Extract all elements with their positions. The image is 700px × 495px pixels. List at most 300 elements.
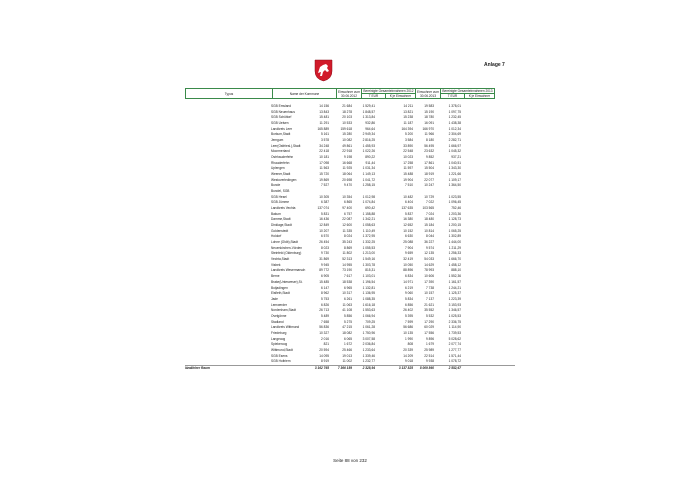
eur2013-cell: 1 739,53 <box>448 330 461 335</box>
ew2013-cell: 5 395 <box>405 313 413 318</box>
ew2012-cell: 13 843 <box>319 109 329 114</box>
teur2012-cell: 6 965 <box>344 285 352 290</box>
teur2012-cell: 10 533 <box>342 121 352 126</box>
ew2013-cell: 14 971 <box>403 279 413 284</box>
eur2012-cell: 1 213,00 <box>362 251 375 256</box>
ew2012-cell: 22 418 <box>319 149 329 154</box>
teur2013-cell: 25 989 <box>424 347 434 352</box>
teur2013-cell: 7 137 <box>426 296 434 301</box>
eur2013-cell: 1 078,72 <box>448 359 461 364</box>
appendix-label: Anlage 7 <box>484 62 505 68</box>
teur2012-cell: 15 280 <box>342 132 352 137</box>
ew2013-cell: 3 137 825 <box>398 365 413 370</box>
ew2013-cell: 3 584 <box>405 138 413 143</box>
teur2012-cell: 18 082 <box>342 330 352 335</box>
eur2013-cell: 1 097,75 <box>448 109 461 114</box>
teur2012-cell: 20 698 <box>342 177 352 182</box>
eur2013-cell: 1 378,01 <box>448 104 461 108</box>
ew2012-cell: 11 563 <box>319 166 329 171</box>
header-eur-per-capita-2013: € je Einwohner <box>465 94 495 99</box>
name-cell: Landkreis Leer <box>271 126 293 131</box>
teur2012-cell: 1 672 <box>344 342 352 347</box>
table-header <box>185 88 495 99</box>
ew2012-cell: 3 162 765 <box>314 365 329 370</box>
ew2013-cell: 19 904 <box>403 177 413 182</box>
eur2013-cell: 1 438,38 <box>448 121 461 126</box>
header-teur-2012: T EUR <box>362 94 386 99</box>
eur2012-cell: 964,64 <box>365 126 375 131</box>
eur2013-cell: 888,10 <box>451 268 461 273</box>
ew2012-cell: 12 849 <box>319 223 329 228</box>
eur2013-cell: 1 666,70 <box>448 257 461 262</box>
name-cell: SGB Schüttorf <box>271 115 292 120</box>
eur2012-cell: 1 132,81 <box>362 285 375 290</box>
teur2012-cell: 20 103 <box>342 115 352 120</box>
name-cell: Lohne (Oldb),Stadt <box>271 240 298 245</box>
name-cell: SGB Hesel <box>271 194 287 199</box>
ew2013-cell: 9 018 <box>405 359 413 364</box>
eur2013-cell: 1 666,97 <box>448 143 461 148</box>
teur2012-cell: 49 861 <box>342 143 352 148</box>
header-group-2013: Bereinigte Gesamteinnahmen 2013 <box>442 89 493 93</box>
eur2012-cell: 1 750,96 <box>362 330 375 335</box>
eur2013-cell: 1 552,36 <box>448 274 461 279</box>
eur2013-cell: 1 125,37 <box>448 291 461 296</box>
teur2013-cell: 17 556 <box>424 330 434 335</box>
name-cell: Rhauderfehn <box>271 160 290 165</box>
eur2012-cell: 709,25 <box>365 319 375 324</box>
eur2013-cell: 1 045,32 <box>448 149 461 154</box>
teur2013-cell: 10 247 <box>424 183 434 188</box>
eur2013-cell: 1 458,12 <box>448 262 461 267</box>
teur2013-cell: 15 184 <box>424 223 434 228</box>
name-cell: SGB Uelsen <box>271 121 289 126</box>
teur2013-cell: 7 024 <box>426 211 434 216</box>
name-cell: Langeoog <box>271 336 286 341</box>
name-cell: Landkreis Vechta <box>271 206 296 211</box>
ew2012-cell: 821 <box>323 342 329 347</box>
teur2013-cell: 14 629 <box>424 262 434 267</box>
eur2013-cell: 1 128,73 <box>448 217 461 222</box>
teur2013-cell: 5 532 <box>426 313 434 318</box>
teur2013-cell: 16 091 <box>424 121 434 126</box>
eur2012-cell: 1 022,26 <box>362 149 375 154</box>
teur2012-cell: 159 618 <box>340 126 352 131</box>
ew2013-cell: 10 135 <box>403 330 413 335</box>
ew2012-cell: 8 023 <box>321 245 329 250</box>
ew2013-cell: 7 510 <box>405 183 413 188</box>
ew2013-cell: 22 548 <box>403 149 413 154</box>
eur2013-cell: 937,21 <box>451 155 461 160</box>
teur2012-cell: 9 198 <box>344 155 352 160</box>
ew2012-cell: 26 454 <box>319 240 329 245</box>
ew2013-cell: 10 152 <box>403 228 413 233</box>
ew2012-cell: 20 594 <box>319 347 329 352</box>
name-cell: Steinfeld (Oldenburg) <box>271 251 302 256</box>
teur2012-cell: 5 275 <box>344 319 352 324</box>
eur2013-cell: 5 028,62 <box>448 336 461 341</box>
name-cell: Vechta,Stadt <box>271 257 290 262</box>
teur2013-cell: 11 966 <box>424 132 434 137</box>
eur2012-cell: 1 372,95 <box>362 234 375 239</box>
ew2012-cell: 14 095 <box>319 353 329 358</box>
eur2012-cell: 2 036,84 <box>362 342 375 347</box>
ew2012-cell: 8 919 <box>321 359 329 364</box>
name-cell: Stadland <box>271 319 284 324</box>
eur2013-cell: 1 571,44 <box>448 353 461 358</box>
teur2013-cell: 35 552 <box>424 308 434 313</box>
name-cell: Nordenham,Stadt <box>271 308 296 313</box>
teur2013-cell: 18 919 <box>424 172 434 177</box>
ew2013-cell: 25 088 <box>403 240 413 245</box>
teur2013-cell: 36 227 <box>424 240 434 245</box>
ew2013-cell: 6 219 <box>405 285 413 290</box>
ew2013-cell: 20 339 <box>403 347 413 352</box>
teur2013-cell: 9 574 <box>426 245 434 250</box>
teur2013-cell: 8 009 860 <box>419 365 434 370</box>
header-group-2012: Bereinigte Gesamteinnahmen 2012 <box>363 89 414 93</box>
ew2013-cell: 10 482 <box>403 194 413 199</box>
ew2013-cell: 26 402 <box>403 308 413 313</box>
ew2012-cell: 8 962 <box>321 291 329 296</box>
ew2012-cell: 9 730 <box>321 251 329 256</box>
name-cell: Jade <box>271 296 278 301</box>
ew2013-cell: 56 686 <box>403 325 413 330</box>
name-cell: Jemgum <box>271 138 284 143</box>
ew2012-cell: 10 207 <box>319 228 329 233</box>
teur2013-cell: 54 033 <box>424 257 434 262</box>
header-name: Name der Kommune <box>273 89 337 99</box>
coat-of-arms-logo <box>314 59 333 82</box>
teur2012-cell: 14 955 <box>342 262 352 267</box>
eur2013-cell: 1 012,34 <box>448 126 461 131</box>
name-cell <box>271 366 312 372</box>
teur2013-cell: 8 044 <box>426 234 434 239</box>
teur2012-cell: 25 466 <box>342 347 352 352</box>
name-cell: Bundel, SGB <box>271 189 290 194</box>
eur2012-cell: 1 303,78 <box>362 262 375 267</box>
name-cell: Dinklage,Stadt <box>271 223 292 228</box>
name-cell: Moormerland <box>271 149 290 154</box>
name-cell: Wittmund,Stadt <box>271 347 293 352</box>
eur2012-cell: 2 328,94 <box>362 365 375 370</box>
name-cell: Friedeburg <box>271 330 287 335</box>
ew2012-cell: 31 869 <box>319 257 329 262</box>
ew2012-cell: 10 181 <box>319 155 329 160</box>
ew2012-cell: 11 291 <box>319 121 329 126</box>
teur2012-cell: 7 366 159 <box>337 365 352 370</box>
eur2013-cell: 1 223,39 <box>448 296 461 301</box>
eur2013-cell: 1 161,57 <box>448 279 461 284</box>
name-cell: Goldenstedt <box>271 228 289 233</box>
teur2012-cell: 10 354 <box>342 194 352 199</box>
teur2012-cell: 10 082 <box>342 138 352 143</box>
eur2013-cell: 2 282,71 <box>448 138 461 143</box>
ew2013-cell: 1 990 <box>405 336 413 341</box>
teur2013-cell: 9 852 <box>426 155 434 160</box>
eur2012-cell: 1 031,34 <box>362 166 375 171</box>
teur2013-cell: 56 495 <box>424 143 434 148</box>
eur2013-cell: 1 346,57 <box>448 308 461 313</box>
eur2013-cell: 3 153,93 <box>448 302 461 307</box>
eur2012-cell: 1 332,25 <box>362 240 375 245</box>
teur2013-cell: 22 514 <box>424 353 434 358</box>
eur2012-cell: 1 313,84 <box>362 115 375 120</box>
ew2012-cell: 14 156 <box>319 104 329 108</box>
ew2013-cell: 10 023 <box>403 155 413 160</box>
ew2013-cell: 9 659 <box>405 251 413 256</box>
ew2012-cell: 17 098 <box>319 160 329 165</box>
ew2013-cell: 5 834 <box>405 296 413 301</box>
teur2012-cell: 11 002 <box>342 359 352 364</box>
ew2012-cell: 9 945 <box>321 262 329 267</box>
teur2012-cell: 5 856 <box>344 313 352 318</box>
ew2012-cell: 2 016 <box>321 336 329 341</box>
name-cell: Bunde <box>271 183 281 188</box>
ew2013-cell: 164 394 <box>401 126 413 131</box>
eur2013-cell: 752,46 <box>451 206 461 211</box>
header-typ: Typus <box>186 89 273 99</box>
eur2012-cell: 3 007,58 <box>362 336 375 341</box>
teur2012-cell: 22 087 <box>342 217 352 222</box>
eur2013-cell: 1 114,90 <box>448 325 461 330</box>
name-cell: Butjadingen <box>271 285 288 290</box>
ew2013-cell: 88 896 <box>403 268 413 273</box>
ew2012-cell: 10 327 <box>319 330 329 335</box>
eur2013-cell: 1 025,53 <box>448 313 461 318</box>
teur2013-cell: 18 480 <box>424 217 434 222</box>
name-cell: Landkreis Wittmund <box>271 325 300 330</box>
header-ew2013: Einwohner zum 30.06.2013 <box>417 89 439 98</box>
eur2012-cell: 911,44 <box>365 160 375 165</box>
teur2012-cell: 19 013 <box>342 353 352 358</box>
name-cell: Ovelgönne <box>271 313 287 318</box>
teur2012-cell: 6 865 <box>344 200 352 205</box>
eur2012-cell: 1 549,16 <box>362 257 375 262</box>
teur2013-cell: 7 738 <box>426 285 434 290</box>
name-cell: Bakum <box>271 211 281 216</box>
teur2013-cell: 60 029 <box>424 325 434 330</box>
teur2013-cell: 9 896 <box>426 336 434 341</box>
ew2012-cell: 6 905 <box>321 274 329 279</box>
ew2013-cell: 6 630 <box>405 234 413 239</box>
ew2012-cell: 7 658 <box>321 319 329 324</box>
ew2013-cell: 137 635 <box>401 206 413 211</box>
ew2013-cell: 5 200 <box>405 132 413 137</box>
teur2012-cell: 35 243 <box>342 240 352 245</box>
eur2012-cell: 1 342,21 <box>362 217 375 222</box>
eur2012-cell: 1 455,93 <box>362 143 375 148</box>
ew2013-cell: 33 890 <box>403 143 413 148</box>
teur2012-cell: 21 684 <box>342 104 352 108</box>
teur2012-cell: 41 108 <box>342 308 352 313</box>
teur2012-cell: 47 215 <box>342 325 352 330</box>
eur2013-cell: 1 302,89 <box>448 234 461 239</box>
ew2012-cell: 7 527 <box>321 183 329 188</box>
header-teur-2013: T EUR <box>441 94 465 99</box>
ew2013-cell: 32 419 <box>403 257 413 262</box>
ew2013-cell: 7 904 <box>405 245 413 250</box>
teur2013-cell: 10 729 <box>424 194 434 199</box>
ew2012-cell: 6 570 <box>321 234 329 239</box>
teur2013-cell: 15 190 <box>424 109 434 114</box>
teur2013-cell: 18 780 <box>424 115 434 120</box>
eur2013-cell: 2 077,74 <box>448 342 461 347</box>
ew2013-cell: 15 238 <box>403 115 413 120</box>
eur2012-cell: 890,22 <box>365 155 375 160</box>
ew2013-cell: 16 380 <box>403 217 413 222</box>
ew2012-cell: 165 889 <box>317 126 329 131</box>
ew2012-cell: 26 713 <box>319 308 329 313</box>
ew2012-cell: 10 305 <box>319 194 329 199</box>
name-cell: Spiekeroog <box>271 342 288 347</box>
eur2012-cell: 1 136,95 <box>362 291 375 296</box>
eur2012-cell: 2 816,25 <box>362 138 375 143</box>
teur2013-cell: 10 157 <box>424 291 434 296</box>
ew2012-cell: 3 578 <box>321 138 329 143</box>
name-cell: Ostrhauderfehn <box>271 155 294 160</box>
teur2013-cell: 22 077 <box>424 177 434 182</box>
name-cell: Uplengen <box>271 166 285 171</box>
ew2012-cell: 19 869 <box>319 177 329 182</box>
ew2012-cell: 15 485 <box>319 279 329 284</box>
teur2013-cell: 12 135 <box>424 251 434 256</box>
name-cell: Berne <box>271 274 280 279</box>
ew2012-cell: 15 481 <box>319 115 329 120</box>
ew2012-cell: 5 753 <box>321 296 329 301</box>
ew2013-cell: 12 652 <box>403 223 413 228</box>
name-cell: Neuenkirchen-Vörden <box>271 245 303 250</box>
eur2013-cell: 2 336,75 <box>448 319 461 324</box>
eur2013-cell: 1 256,33 <box>448 251 461 256</box>
teur2013-cell: 10 606 <box>424 274 434 279</box>
ew2013-cell: 14 211 <box>403 104 413 108</box>
eur2013-cell: 1 221,66 <box>448 172 461 177</box>
teur2013-cell: 17 861 <box>424 160 434 165</box>
teur2012-cell: 73 190 <box>342 268 352 273</box>
eur2012-cell: 1 529,41 <box>362 104 375 108</box>
page-footer: Seite 88 von 232 <box>333 458 367 463</box>
ew2013-cell: 11 597 <box>403 166 413 171</box>
teur2012-cell: 11 063 <box>342 302 352 307</box>
eur2013-cell: 2 304,69 <box>448 132 461 137</box>
teur2012-cell: 12 600 <box>342 223 352 228</box>
ew2012-cell: 15 720 <box>319 172 329 177</box>
eur2012-cell: 1 149,13 <box>362 172 375 177</box>
eur2012-cell: 1 055,53 <box>362 245 375 250</box>
teur2012-cell: 11 802 <box>342 251 352 256</box>
eur2012-cell: 815,31 <box>365 268 375 273</box>
ew2012-cell: 5 831 <box>321 211 329 216</box>
eur2012-cell: 1 088,35 <box>362 296 375 301</box>
ew2013-cell: 6 404 <box>405 200 413 205</box>
teur2012-cell: 18 538 <box>342 279 352 284</box>
eur2012-cell: 1 012,98 <box>362 194 375 199</box>
eur2013-cell: 1 096,45 <box>448 200 461 205</box>
teur2013-cell: 23 632 <box>424 149 434 154</box>
teur2013-cell: 17 290 <box>424 319 434 324</box>
ew2013-cell: 13 821 <box>403 109 413 114</box>
name-cell: Lemwerder <box>271 302 287 307</box>
name-cell: SGB Esens <box>271 353 288 358</box>
teur2012-cell: 6 065 <box>344 336 352 341</box>
eur2012-cell: 690,42 <box>365 206 375 211</box>
teur2012-cell: 22 918 <box>342 149 352 154</box>
teur2012-cell: 9 470 <box>344 183 352 188</box>
eur2013-cell: 1 211,29 <box>448 245 461 250</box>
eur2013-cell: 1 232,45 <box>448 115 461 120</box>
ew2012-cell: 137 074 <box>317 206 329 211</box>
eur2012-cell: 1 061,28 <box>362 325 375 330</box>
ew2012-cell: 56 836 <box>319 325 329 330</box>
eur2012-cell: 1 041,72 <box>362 177 375 182</box>
eur2013-cell: 1 109,17 <box>448 177 461 182</box>
ew2013-cell: 6 834 <box>405 274 413 279</box>
eur2012-cell: 1 103,01 <box>362 274 375 279</box>
teur2013-cell: 166 970 <box>422 126 434 131</box>
eur2012-cell: 1 196,54 <box>362 279 375 284</box>
eur2012-cell: 1 848,57 <box>362 109 375 114</box>
teur2012-cell: 8 869 <box>344 245 352 250</box>
name-cell: Visbek <box>271 262 281 267</box>
teur2012-cell: 6 757 <box>344 211 352 216</box>
teur2012-cell: 18 064 <box>342 172 352 177</box>
ew2013-cell: 808 <box>407 342 413 347</box>
ew2012-cell: 6 147 <box>321 285 329 290</box>
name-cell: Holdorf <box>271 234 282 239</box>
ew2012-cell: 6 387 <box>321 200 329 205</box>
teur2012-cell: 8 024 <box>344 234 352 239</box>
ew2013-cell: 11 187 <box>403 121 413 126</box>
eur2012-cell: 1 074,84 <box>362 200 375 205</box>
teur2013-cell: 19 583 <box>424 104 434 108</box>
eur2012-cell: 1 110,49 <box>362 228 375 233</box>
name-cell: SGB Emsland <box>271 104 292 108</box>
ew2012-cell: 5 161 <box>321 132 329 137</box>
teur2013-cell: 78 993 <box>424 268 434 273</box>
eur2013-cell: 1 200,15 <box>448 223 461 228</box>
eur2012-cell: 2 949,34 <box>362 132 375 137</box>
eur2013-cell: 1 277,77 <box>448 347 461 352</box>
teur2012-cell: 18 278 <box>342 109 352 114</box>
name-cell: Elsfleth,Stadt <box>271 291 290 296</box>
teur2013-cell: 15 504 <box>424 166 434 171</box>
eur2012-cell: 1 066,94 <box>362 313 375 318</box>
eur2013-cell: 1 023,55 <box>448 194 461 199</box>
ew2013-cell: 14 209 <box>403 353 413 358</box>
teur2013-cell: 10 814 <box>424 228 434 233</box>
name-cell: Westoverledingen <box>271 177 297 182</box>
ew2013-cell: 15 488 <box>403 172 413 177</box>
eur2012-cell: 1 616,18 <box>362 302 375 307</box>
name-cell: Brake(Unterweser),St. <box>271 279 303 284</box>
teur2013-cell: 17 390 <box>424 279 434 284</box>
ew2013-cell: 5 837 <box>405 211 413 216</box>
ew2013-cell: 9 060 <box>405 291 413 296</box>
ew2013-cell: 17 258 <box>403 160 413 165</box>
teur2013-cell: 103 565 <box>422 206 434 211</box>
type-cell <box>185 359 271 365</box>
eur2012-cell: 1 058,63 <box>362 223 375 228</box>
eur2013-cell: 1 065,25 <box>448 228 461 233</box>
ew2012-cell: 34 248 <box>319 143 329 148</box>
teur2012-cell: 11 335 <box>342 228 352 233</box>
ew2012-cell: 6 826 <box>321 302 329 307</box>
eur2012-cell: 1 233,64 <box>362 347 375 352</box>
eur2013-cell: 1 203,36 <box>448 211 461 216</box>
teur2013-cell: 1 679 <box>426 342 434 347</box>
name-cell: SGB Jümme <box>271 200 290 205</box>
